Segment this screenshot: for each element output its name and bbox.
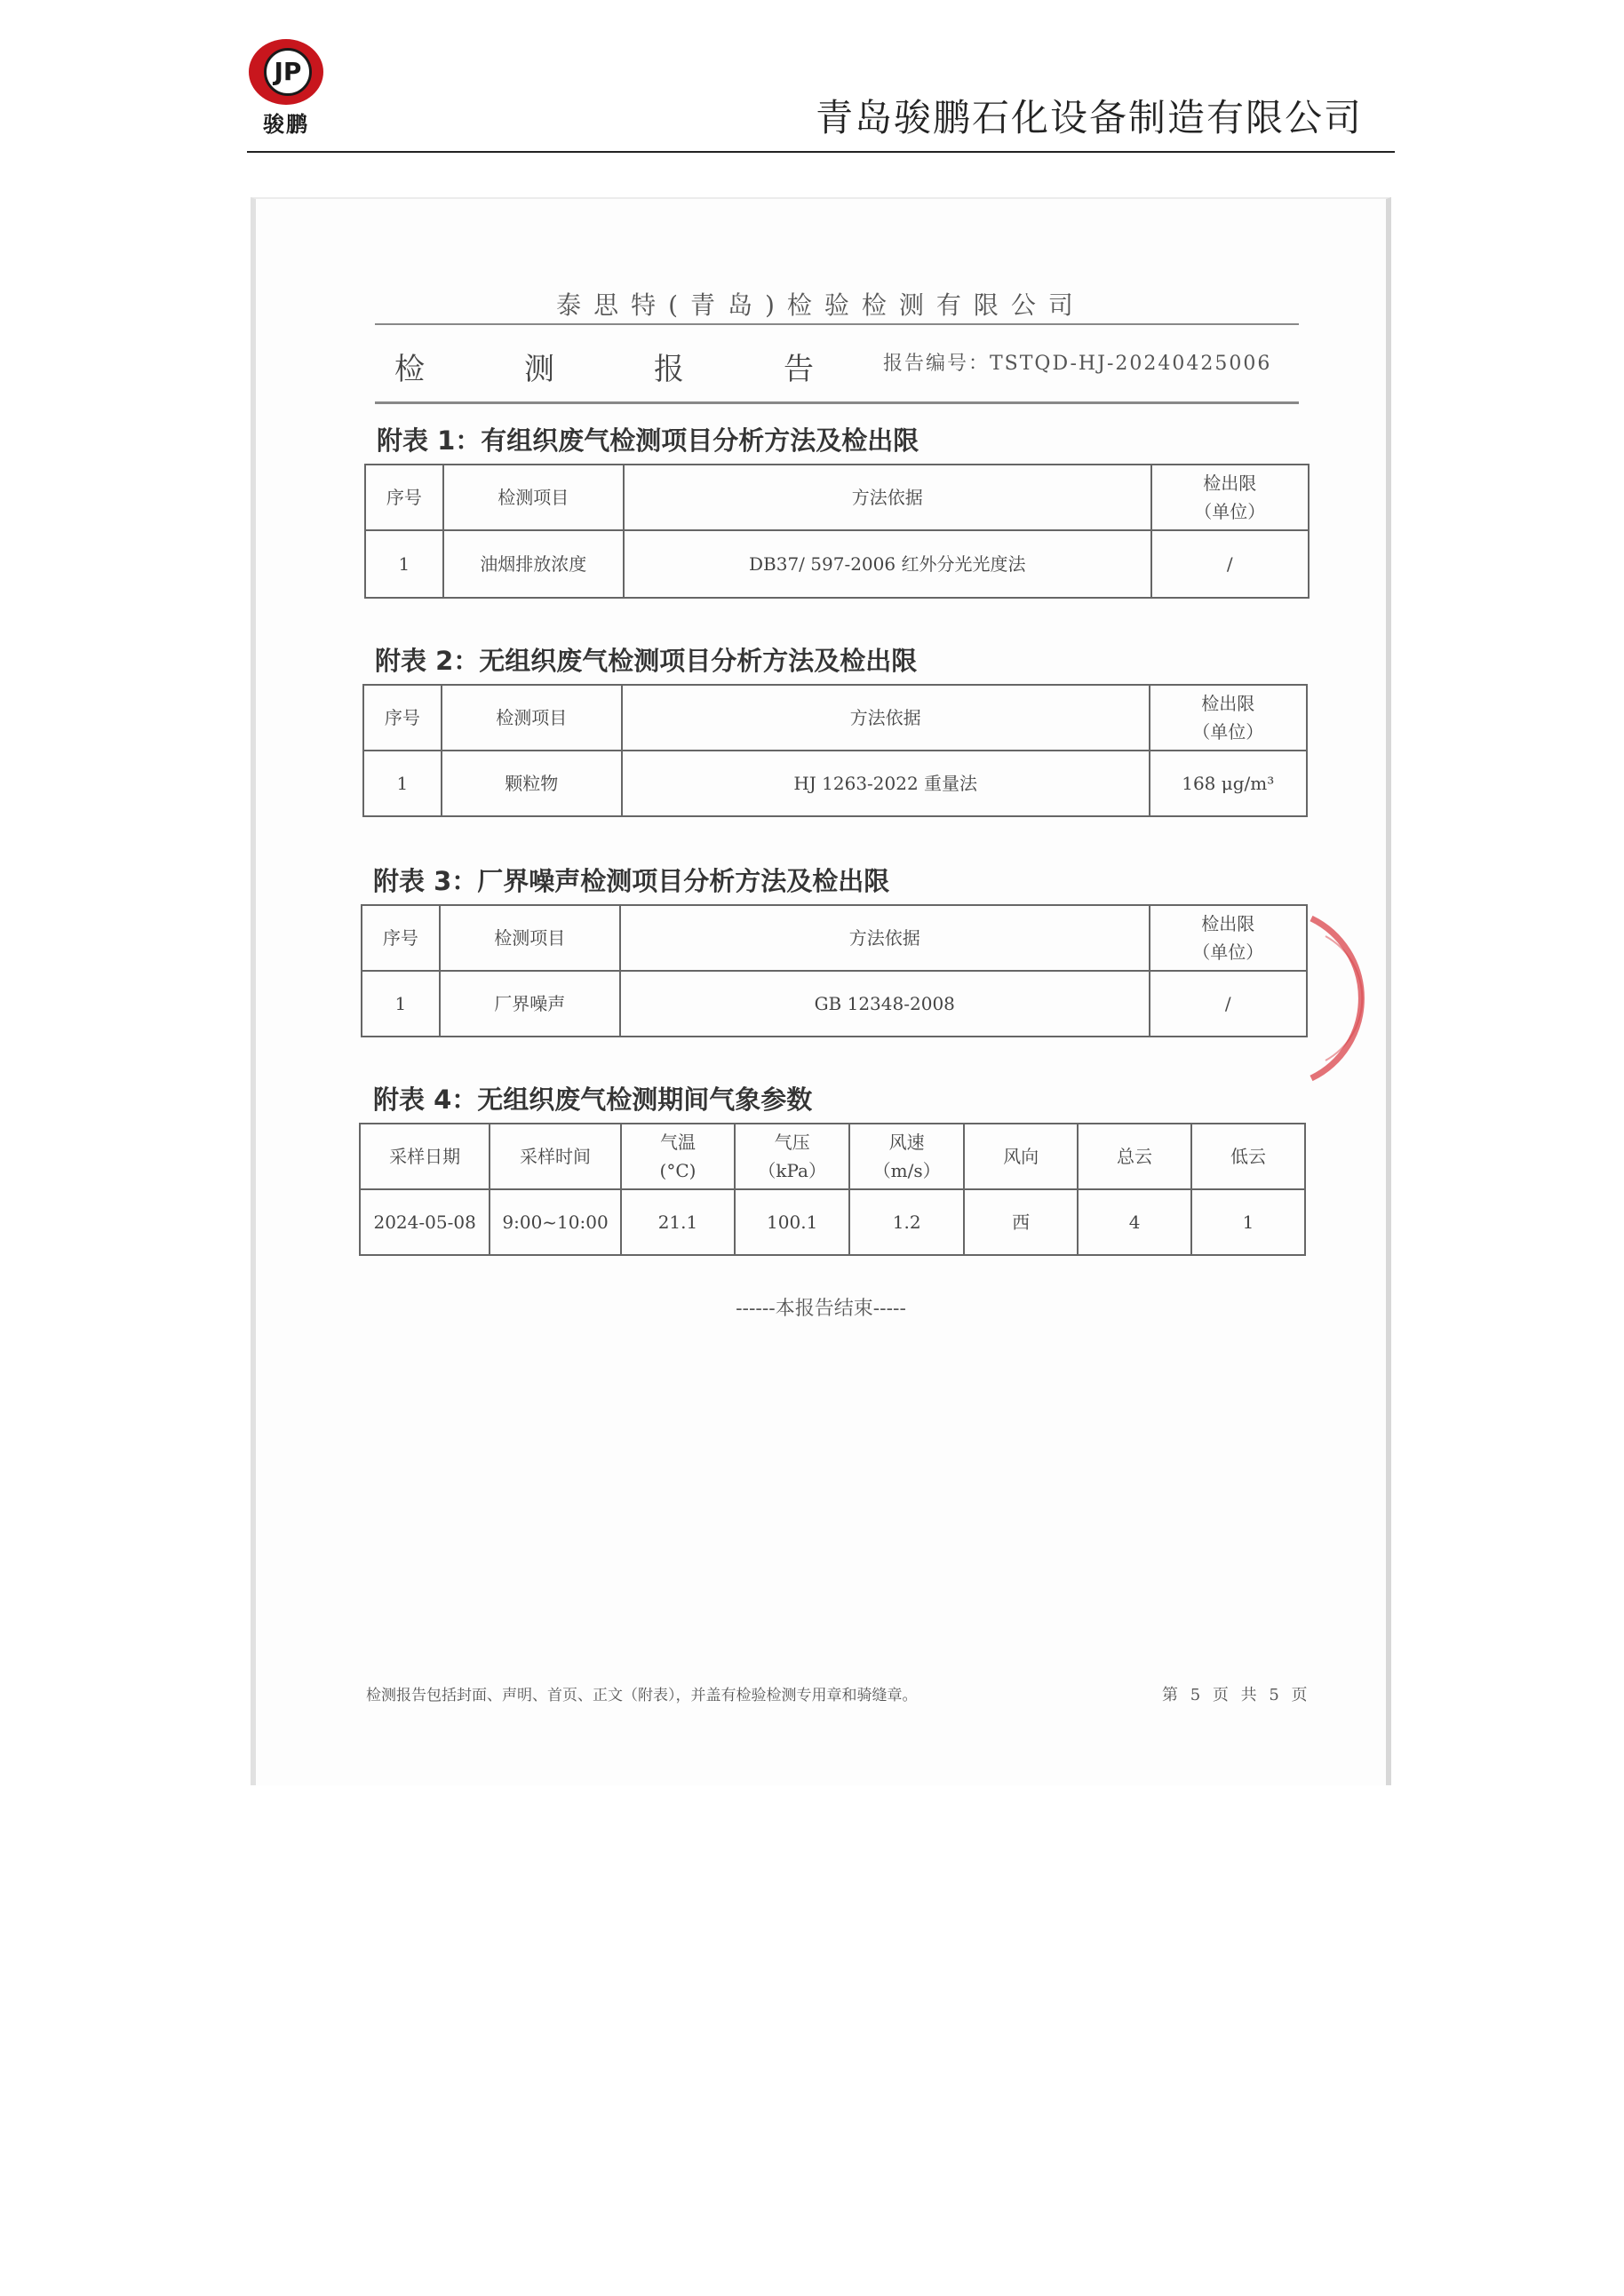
table-cell: 21.1 <box>621 1189 735 1255</box>
table-row <box>360 1189 1305 1255</box>
col-header: 序号 <box>363 685 442 751</box>
col-header: 总云 <box>1078 1124 1191 1189</box>
table-cell: / <box>1150 971 1307 1037</box>
logo-text: 骏鹏 <box>263 112 309 137</box>
col-header: 低云 <box>1191 1124 1305 1189</box>
table-cell: 4 <box>1078 1189 1191 1255</box>
table-cell: 2024-05-08 <box>360 1189 490 1255</box>
table-cell: 168 μg/m³ <box>1150 751 1308 816</box>
table-cell: 颗粒物 <box>442 751 622 816</box>
table-cell: DB37/ 597-2006 红外分光光度法 <box>624 530 1151 598</box>
table-cell: 100.1 <box>735 1189 849 1255</box>
col-header: 方法依据 <box>622 685 1150 751</box>
table-cell: 油烟排放浓度 <box>443 530 624 598</box>
col-header: 采样时间 <box>490 1124 620 1189</box>
method-table-3 <box>361 904 1308 1037</box>
scanned-report-page <box>251 197 1391 1785</box>
table-cell: HJ 1263-2022 重量法 <box>622 751 1150 816</box>
col-header: 检测项目 <box>443 465 624 530</box>
table-cell: 厂界噪声 <box>440 971 620 1037</box>
title-char: 检 <box>394 352 425 387</box>
header-divider <box>247 151 1395 153</box>
company-name: 青岛骏鹏石化设备制造有限公司 <box>815 96 1363 139</box>
col-header: 采样日期 <box>360 1124 490 1189</box>
report-end-marker: ------本报告结束----- <box>736 1298 906 1320</box>
section-heading-1: 附表 1：有组织废气检测项目分析方法及检出限 <box>377 425 919 456</box>
table-header-row <box>362 905 1307 971</box>
table-row <box>365 530 1309 598</box>
section-heading-4: 附表 4：无组织废气检测期间气象参数 <box>373 1084 813 1115</box>
table-cell: 1 <box>1191 1189 1305 1255</box>
title-rule <box>375 401 1299 404</box>
col-header: 检出限 （单位） <box>1151 465 1309 530</box>
report-number: 报告编号：TSTQD-HJ-20240425006 <box>883 353 1272 375</box>
institution-rule <box>375 323 1299 325</box>
col-header: 风速 （m/s） <box>849 1124 964 1189</box>
weather-table <box>359 1123 1306 1256</box>
section-heading-3: 附表 3：厂界噪声检测项目分析方法及检出限 <box>373 866 890 896</box>
col-header: 方法依据 <box>624 465 1151 530</box>
page-indicator: 第 5 页 共 5 页 <box>1162 1686 1311 1704</box>
method-table-1 <box>364 464 1310 599</box>
col-header: 序号 <box>362 905 440 971</box>
table-cell: 西 <box>964 1189 1078 1255</box>
table-row <box>363 751 1307 816</box>
table-cell: 1 <box>363 751 442 816</box>
col-header: 气温 (°C) <box>621 1124 735 1189</box>
footer-note: 检测报告包括封面、声明、首页、正文（附表），并盖有检验检测专用章和骑缝章。 <box>366 1687 918 1704</box>
table-header-row <box>365 465 1309 530</box>
table-header-row <box>363 685 1307 751</box>
table-cell: 1.2 <box>849 1189 964 1255</box>
seal-stamp <box>1302 901 1409 1096</box>
col-header: 检测项目 <box>442 685 622 751</box>
col-header: 序号 <box>365 465 443 530</box>
col-header: 方法依据 <box>620 905 1150 971</box>
title-char: 测 <box>524 352 554 387</box>
logo-symbol: JP <box>264 48 312 96</box>
method-table-2 <box>362 684 1308 817</box>
table-cell: / <box>1151 530 1309 598</box>
section-heading-2: 附表 2：无组织废气检测项目分析方法及检出限 <box>375 646 918 676</box>
col-header: 气压 （kPa） <box>735 1124 849 1189</box>
title-char: 报 <box>654 352 684 387</box>
table-cell: 1 <box>365 530 443 598</box>
col-header: 检出限 （单位） <box>1150 685 1308 751</box>
col-header: 检出限 （单位） <box>1150 905 1307 971</box>
logo-emblem <box>249 39 323 105</box>
table-cell: 9:00~10:00 <box>490 1189 620 1255</box>
company-logo <box>245 39 327 135</box>
col-header: 风向 <box>964 1124 1078 1189</box>
col-header: 检测项目 <box>440 905 620 971</box>
table-row <box>362 971 1307 1037</box>
table-cell: 1 <box>362 971 440 1037</box>
table-cell: GB 12348-2008 <box>620 971 1150 1037</box>
table-header-row <box>360 1124 1305 1189</box>
institution-name: 泰思特(青岛)检验检测有限公司 <box>556 290 1086 320</box>
title-char: 告 <box>784 352 814 387</box>
